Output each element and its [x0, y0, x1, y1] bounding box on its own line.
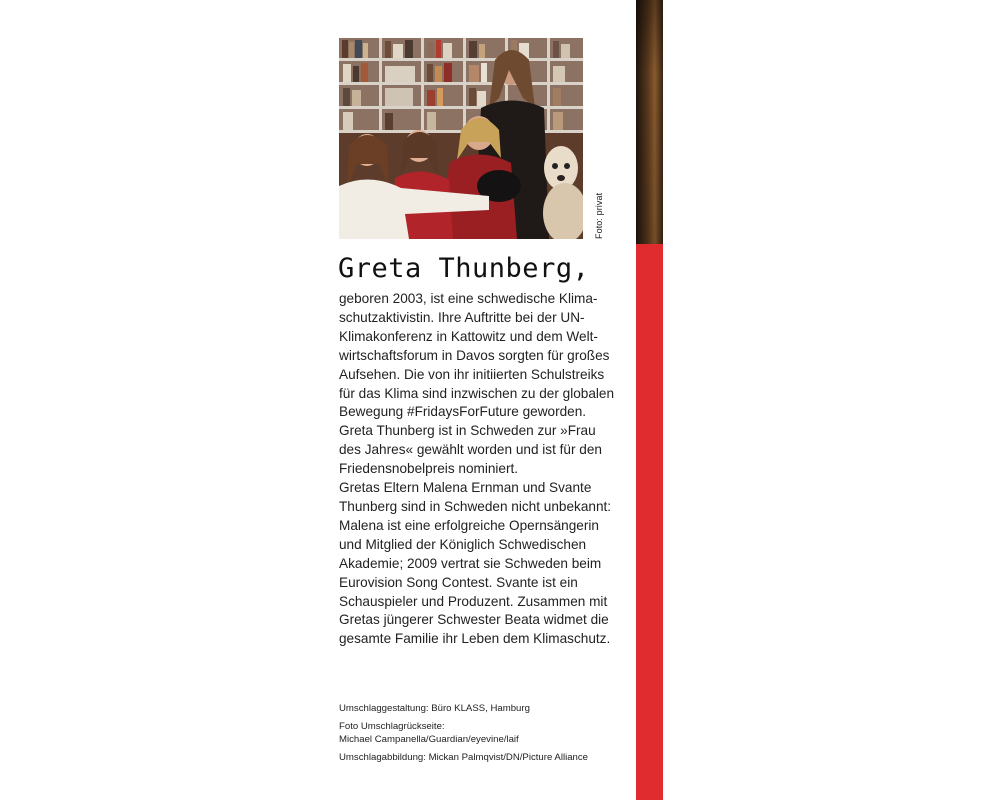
bio-line: und Mitglied der Königlich Schwedischen — [339, 536, 587, 552]
author-bio — [339, 290, 615, 649]
bio-line: Aufsehen. Die von ihr initiierten Schulstreiks — [339, 366, 605, 382]
back-photo-credit — [339, 720, 619, 746]
back-photo-label: Foto Umschlagrückseite: — [339, 721, 445, 732]
bio-line: Greta Thunberg ist in Schweden zur »Frau — [339, 423, 596, 439]
bio-line: des Jahres« gewählt worden und ist für den — [339, 442, 602, 458]
bio-line: geboren 2003, ist eine schwedische Klima- — [339, 291, 598, 306]
bio-line: Gretas jüngerer Schwester Beata widmet die — [339, 612, 609, 628]
bio-line: Klimakonferenz in Kattowitz und dem Welt- — [339, 328, 598, 344]
cover-design-text: Umschlaggestaltung: Büro KLASS, Hamburg — [339, 703, 530, 714]
book-spine — [636, 0, 663, 800]
bio-line: wirtschaftsforum in Davos sorgten für großes — [339, 347, 610, 363]
bio-line: Thunberg sind in Schweden nicht unbekannt: — [339, 498, 612, 514]
family-photo — [339, 38, 583, 239]
cover-image-text: Umschlagabbildung: Mickan Palmqvist/DN/Picture Alliance — [339, 752, 589, 763]
back-photo-source: Michael Campanella/Guardian/eyevine/laif — [339, 734, 519, 745]
spine-photo-strip — [636, 0, 663, 244]
bio-line: gesamte Familie ihr Leben dem Klimaschutz. — [339, 631, 611, 647]
photo-credit: Foto: privat — [594, 192, 604, 239]
author-name: Greta Thunberg, — [338, 253, 590, 284]
bio-line: Schauspieler und Produzent. Zusammen mit — [339, 593, 608, 609]
bio-line: Gretas Eltern Malena Ernman und Svante — [339, 480, 592, 496]
bio-line: Friedensnobelpreis nominiert. — [339, 461, 519, 477]
cover-design-credit — [339, 702, 619, 715]
imprint-credits — [339, 702, 619, 769]
bio-line: schutzaktivistin. Ihre Auftritte bei der UN- — [339, 309, 585, 325]
bio-line: Eurovision Song Contest. Svante ist ein — [339, 574, 578, 590]
bio-line: Bewegung #FridaysForFuture geworden. — [339, 404, 587, 420]
bio-line: für das Klima sind inzwischen zu der globalen — [339, 385, 615, 401]
bio-line: Akademie; 2009 vertrat sie Schweden beim — [339, 555, 602, 571]
cover-image-credit — [339, 751, 619, 764]
bio-line: Malena ist eine erfolgreiche Opernsängerin — [339, 517, 599, 533]
